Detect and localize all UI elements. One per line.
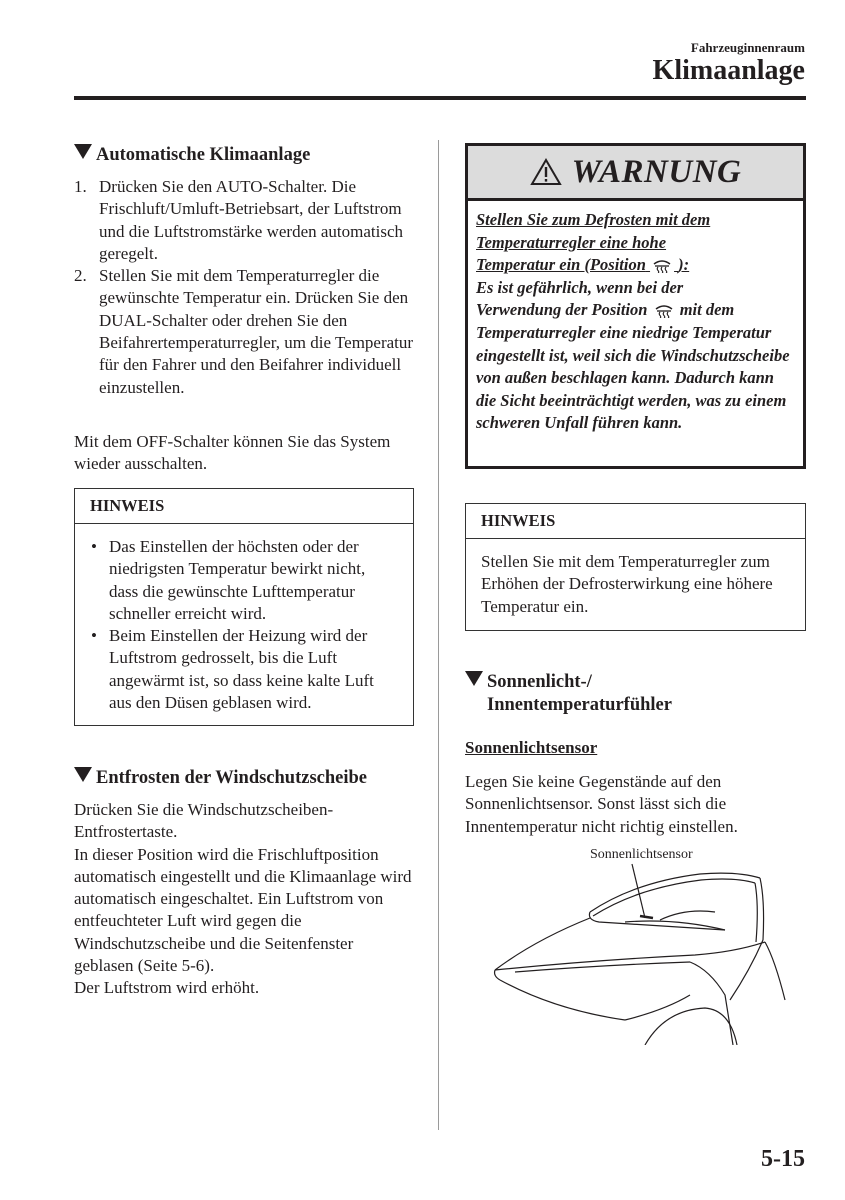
warning-line-end: mit dem: [679, 300, 735, 320]
note-body: Stellen Sie mit dem Temperaturregler zum Erhöhen der Defrosterwirkung eine höhere Temperatur ein.: [481, 552, 773, 616]
warning-line-end: ):: [678, 255, 690, 275]
defrost-paragraph-3: Der Luftstrom wird erhöht.: [74, 978, 260, 998]
triangle-bullet-icon: [465, 671, 483, 686]
defrost-paragraph-2: In dieser Position wird die Frischluftposition automatisch eingestellt und die Klimaanlage wird automatisch eingeschaltet. Ein Luftstrom von entfeuchteter Luft wird gegen die Windschutzscheibe und die Seitenfenster geblasen (Seite 5-6).: [74, 844, 412, 976]
warning-triangle-icon: [530, 158, 562, 186]
note-body: [75, 524, 413, 724]
warning-line: Es ist gefährlich, wenn bei der: [476, 277, 684, 297]
warning-header: [468, 146, 803, 201]
section-title: Fahrzeuginnenraum: [690, 40, 805, 55]
note-box-1: [74, 488, 414, 726]
warning-box: [465, 143, 806, 469]
figure-label: Sonnenlichtsensor: [590, 847, 693, 862]
step-number: 2.: [74, 266, 87, 286]
note-title: HINWEIS: [466, 504, 805, 539]
note-bullet-text: Das Einstellen der höchsten oder der niedrigsten Temperatur bewirkt nicht, dass die gewünschte Lufttemperatur schneller erreicht wird.: [109, 537, 366, 623]
steps-list: [74, 176, 424, 399]
step-1: [74, 176, 424, 265]
defrost-heading-text: Entfrosten der Windschutzscheibe: [96, 768, 368, 788]
triangle-bullet-icon: [74, 144, 92, 159]
sunlight-sensor-subheading: Sonnenlichtsensor: [465, 738, 598, 757]
defrost-paragraph-1: Drücken Sie die Windschutzscheiben-Entfrostertaste.: [74, 800, 334, 842]
note-box-2: [465, 503, 806, 631]
front-defroster-icon: [654, 302, 674, 318]
page-number: 5-15: [761, 1146, 805, 1172]
warning-line: [476, 254, 795, 277]
step-text: Drücken Sie den AUTO-Schalter. Die Frischluft/Umluft-Betriebsart, der Luftstrom und die Luftstromstärke werden automatisch geregelt.: [99, 177, 404, 263]
step-number: 1.: [74, 177, 87, 196]
bullet-dot-icon: •: [91, 537, 97, 556]
defrost-text: [74, 799, 414, 1000]
auto-climate-heading: [74, 144, 310, 167]
off-switch-paragraph: Mit dem OFF-Schalter können Sie das System wieder ausschalten.: [74, 432, 391, 474]
warning-line-start: Temperatur ein (Position: [476, 255, 646, 275]
warning-line: [476, 299, 795, 322]
note-bullet: [90, 625, 398, 714]
note-title: HINWEIS: [75, 489, 413, 524]
sensor-paragraph: Legen Sie keine Gegenstände auf den Sonnenlichtsensor. Sonst lässt sich die Innentemperatur nicht richtig einstellen.: [465, 772, 738, 836]
auto-climate-heading-text: Automatische Klimaanlage: [96, 145, 311, 165]
chapter-title: Klimaanlage: [652, 55, 805, 86]
sensor-heading-line-1: Sonnenlicht-/: [487, 672, 592, 692]
step-2: [74, 265, 424, 399]
bullet-dot-icon: •: [91, 626, 97, 646]
front-defroster-icon: [652, 257, 672, 273]
warning-rest: Temperaturregler eine niedrige Temperatur eingestellt ist, weil sich die Windschutzscheibe von außen beschlagen kann. Dadurch kann die Sicht beeinträchtigt werden, was zu einem schweren Unfall führen kann.: [476, 322, 790, 433]
sensor-heading-line-2: Innentemperaturfühler: [487, 695, 672, 715]
warning-line-start: Verwendung der Position: [476, 300, 648, 320]
step-text: Stellen Sie mit dem Temperaturregler die gewünschte Temperatur ein. Drücken Sie den DUAL-Schalter oder drehen Sie den Beifahrertemperaturregler, um die Temperatur für den Fahrer und den Beifahrer individuell einzustellen.: [99, 266, 414, 397]
car-sensor-illustration: [475, 860, 800, 1045]
column-divider: [438, 140, 439, 1130]
note-bullet-text: Beim Einstellen der Heizung wird der Luftstrom gedrosselt, bis die Luft angewärmt ist, so dass keine kalte Luft aus den Düsen geblasen wird.: [109, 626, 374, 713]
warning-line: Stellen Sie zum Defrosten mit dem: [476, 210, 711, 229]
note-bullet: [90, 536, 398, 625]
triangle-bullet-icon: [74, 767, 92, 782]
sensor-heading: [465, 671, 672, 717]
warning-line: Temperaturregler eine hohe: [476, 232, 667, 252]
defrost-heading: [74, 767, 367, 790]
header-rule: [74, 96, 806, 100]
warning-title: WARNUNG: [571, 153, 742, 190]
warning-body: [468, 201, 803, 445]
